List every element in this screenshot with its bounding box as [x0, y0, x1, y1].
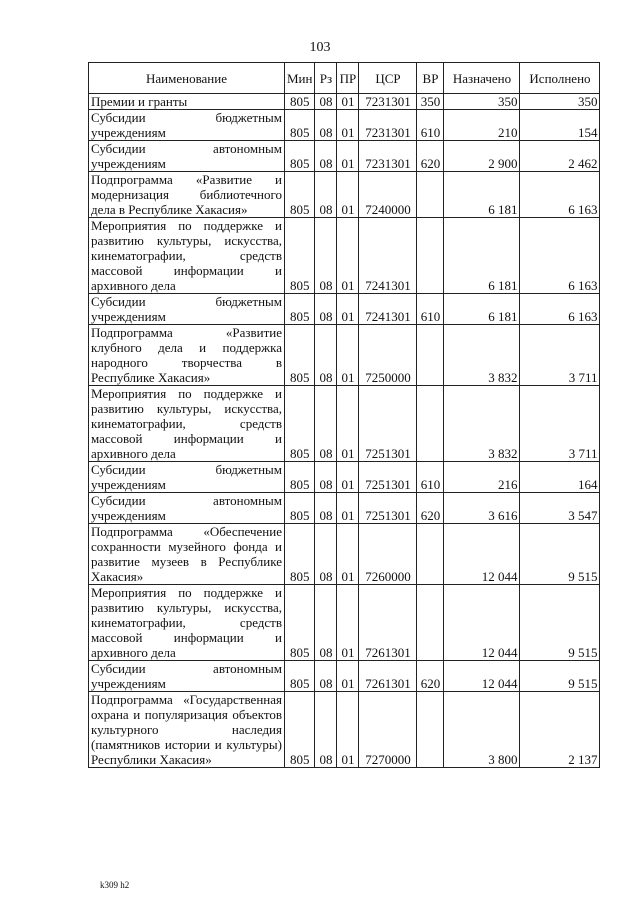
cell-executed: 6 163 — [520, 294, 600, 325]
cell-ministry: 805 — [285, 94, 315, 110]
cell-name: Премии и гранты — [89, 94, 285, 110]
cell-assigned: 216 — [444, 462, 520, 493]
cell-subsection: 01 — [337, 294, 359, 325]
cell-ministry: 805 — [285, 661, 315, 692]
cell-ministry: 805 — [285, 294, 315, 325]
cell-target-article: 7251301 — [359, 386, 417, 462]
table-row — [89, 94, 600, 110]
cell-target-article: 7241301 — [359, 218, 417, 294]
cell-name: Подпрограмма «Развитие клубного дела и поддержка народного творчества в Республике Хакасия» — [89, 325, 285, 386]
cell-subsection: 01 — [337, 325, 359, 386]
table-row — [89, 524, 600, 585]
cell-section: 08 — [315, 585, 337, 661]
table-row — [89, 462, 600, 493]
cell-assigned: 3 800 — [444, 692, 520, 768]
cell-section: 08 — [315, 218, 337, 294]
table-row — [89, 294, 600, 325]
cell-expense-type — [417, 172, 444, 218]
cell-assigned: 12 044 — [444, 661, 520, 692]
cell-executed: 3 547 — [520, 493, 600, 524]
page-number: 103 — [309, 40, 331, 55]
cell-expense-type: 610 — [417, 110, 444, 141]
table-row — [89, 325, 600, 386]
cell-subsection: 01 — [337, 94, 359, 110]
cell-section: 08 — [315, 661, 337, 692]
cell-name: Субсидии бюджетным учреждениям — [89, 462, 285, 493]
cell-assigned: 350 — [444, 94, 520, 110]
cell-section: 08 — [315, 493, 337, 524]
cell-name: Мероприятия по поддержке и развитию культуры, искусства, кинематографии, средств массовой информации и архивного дела — [89, 585, 285, 661]
cell-executed: 2 462 — [520, 141, 600, 172]
cell-assigned: 6 181 — [444, 218, 520, 294]
cell-section: 08 — [315, 110, 337, 141]
cell-section: 08 — [315, 386, 337, 462]
cell-target-article: 7261301 — [359, 585, 417, 661]
table-row — [89, 218, 600, 294]
cell-executed: 164 — [520, 462, 600, 493]
cell-executed: 9 515 — [520, 661, 600, 692]
cell-executed: 9 515 — [520, 524, 600, 585]
cell-name: Мероприятия по поддержке и развитию культуры, искусства, кинематографии, средств массовой информации и архивного дела — [89, 386, 285, 462]
header-subsection: ПР — [337, 63, 359, 94]
cell-subsection: 01 — [337, 386, 359, 462]
header-expense-type: ВР — [417, 63, 444, 94]
cell-target-article: 7241301 — [359, 294, 417, 325]
cell-target-article: 7251301 — [359, 493, 417, 524]
cell-assigned: 6 181 — [444, 172, 520, 218]
cell-executed: 3 711 — [520, 386, 600, 462]
cell-expense-type — [417, 218, 444, 294]
cell-assigned: 210 — [444, 110, 520, 141]
cell-subsection: 01 — [337, 585, 359, 661]
cell-expense-type — [417, 325, 444, 386]
cell-subsection: 01 — [337, 141, 359, 172]
cell-target-article: 7231301 — [359, 141, 417, 172]
cell-subsection: 01 — [337, 661, 359, 692]
cell-expense-type: 620 — [417, 141, 444, 172]
cell-ministry: 805 — [285, 493, 315, 524]
cell-expense-type: 610 — [417, 294, 444, 325]
cell-target-article: 7260000 — [359, 524, 417, 585]
cell-section: 08 — [315, 141, 337, 172]
table-header-row — [89, 63, 600, 94]
cell-expense-type — [417, 386, 444, 462]
cell-name: Субсидии автономным учреждениям — [89, 661, 285, 692]
cell-ministry: 805 — [285, 218, 315, 294]
cell-section: 08 — [315, 524, 337, 585]
cell-target-article: 7240000 — [359, 172, 417, 218]
cell-assigned: 3 832 — [444, 325, 520, 386]
table-row — [89, 585, 600, 661]
cell-assigned: 6 181 — [444, 294, 520, 325]
cell-expense-type: 620 — [417, 493, 444, 524]
cell-expense-type: 620 — [417, 661, 444, 692]
cell-target-article: 7250000 — [359, 325, 417, 386]
cell-ministry: 805 — [285, 172, 315, 218]
cell-name: Мероприятия по поддержке и развитию культуры, искусства, кинематографии, средств массовой информации и архивного дела — [89, 218, 285, 294]
cell-expense-type: 350 — [417, 94, 444, 110]
cell-subsection: 01 — [337, 110, 359, 141]
cell-name: Субсидии автономным учреждениям — [89, 141, 285, 172]
cell-expense-type: 610 — [417, 462, 444, 493]
cell-executed: 350 — [520, 94, 600, 110]
header-executed: Исполнено — [520, 63, 600, 94]
cell-executed: 6 163 — [520, 172, 600, 218]
cell-section: 08 — [315, 94, 337, 110]
cell-subsection: 01 — [337, 524, 359, 585]
cell-expense-type — [417, 692, 444, 768]
table-row — [89, 692, 600, 768]
header-target-article: ЦСР — [359, 63, 417, 94]
cell-ministry: 805 — [285, 141, 315, 172]
table-row — [89, 141, 600, 172]
cell-executed: 3 711 — [520, 325, 600, 386]
cell-subsection: 01 — [337, 218, 359, 294]
cell-subsection: 01 — [337, 172, 359, 218]
cell-ministry: 805 — [285, 110, 315, 141]
cell-expense-type — [417, 524, 444, 585]
table-row — [89, 172, 600, 218]
cell-target-article: 7251301 — [359, 462, 417, 493]
table-row — [89, 110, 600, 141]
cell-section: 08 — [315, 325, 337, 386]
cell-assigned: 12 044 — [444, 585, 520, 661]
cell-ministry: 805 — [285, 386, 315, 462]
cell-target-article: 7231301 — [359, 110, 417, 141]
table-row — [89, 386, 600, 462]
cell-expense-type — [417, 585, 444, 661]
cell-section: 08 — [315, 462, 337, 493]
cell-assigned: 3 832 — [444, 386, 520, 462]
header-ministry: Мин — [285, 63, 315, 94]
cell-ministry: 805 — [285, 585, 315, 661]
budget-table — [88, 62, 600, 768]
cell-subsection: 01 — [337, 493, 359, 524]
cell-name: Субсидии бюджетным учреждениям — [89, 110, 285, 141]
cell-name: Подпрограмма «Государственная охрана и популяризация объектов культурного наследия (памятников истории и культуры) Республики Хакасия» — [89, 692, 285, 768]
cell-target-article: 7231301 — [359, 94, 417, 110]
cell-name: Субсидии бюджетным учреждениям — [89, 294, 285, 325]
header-assigned: Назначено — [444, 63, 520, 94]
cell-section: 08 — [315, 294, 337, 325]
cell-subsection: 01 — [337, 692, 359, 768]
table-row — [89, 493, 600, 524]
cell-executed: 2 137 — [520, 692, 600, 768]
cell-target-article: 7270000 — [359, 692, 417, 768]
cell-name: Подпрограмма «Развитие и модернизация библиотечного дела в Республике Хакасия» — [89, 172, 285, 218]
header-section: Рз — [315, 63, 337, 94]
cell-name: Подпрограмма «Обеспечение сохранности музейного фонда и развитие музеев в Республике Хакасия» — [89, 524, 285, 585]
header-name: Наименование — [89, 63, 285, 94]
cell-ministry: 805 — [285, 692, 315, 768]
cell-section: 08 — [315, 172, 337, 218]
cell-executed: 9 515 — [520, 585, 600, 661]
cell-ministry: 805 — [285, 462, 315, 493]
cell-name: Субсидии автономным учреждениям — [89, 493, 285, 524]
cell-assigned: 12 044 — [444, 524, 520, 585]
cell-executed: 6 163 — [520, 218, 600, 294]
footer-code: k309 h2 — [100, 880, 130, 890]
cell-assigned: 3 616 — [444, 493, 520, 524]
cell-executed: 154 — [520, 110, 600, 141]
cell-assigned: 2 900 — [444, 141, 520, 172]
cell-ministry: 805 — [285, 524, 315, 585]
cell-target-article: 7261301 — [359, 661, 417, 692]
table-row — [89, 661, 600, 692]
cell-section: 08 — [315, 692, 337, 768]
cell-ministry: 805 — [285, 325, 315, 386]
cell-subsection: 01 — [337, 462, 359, 493]
